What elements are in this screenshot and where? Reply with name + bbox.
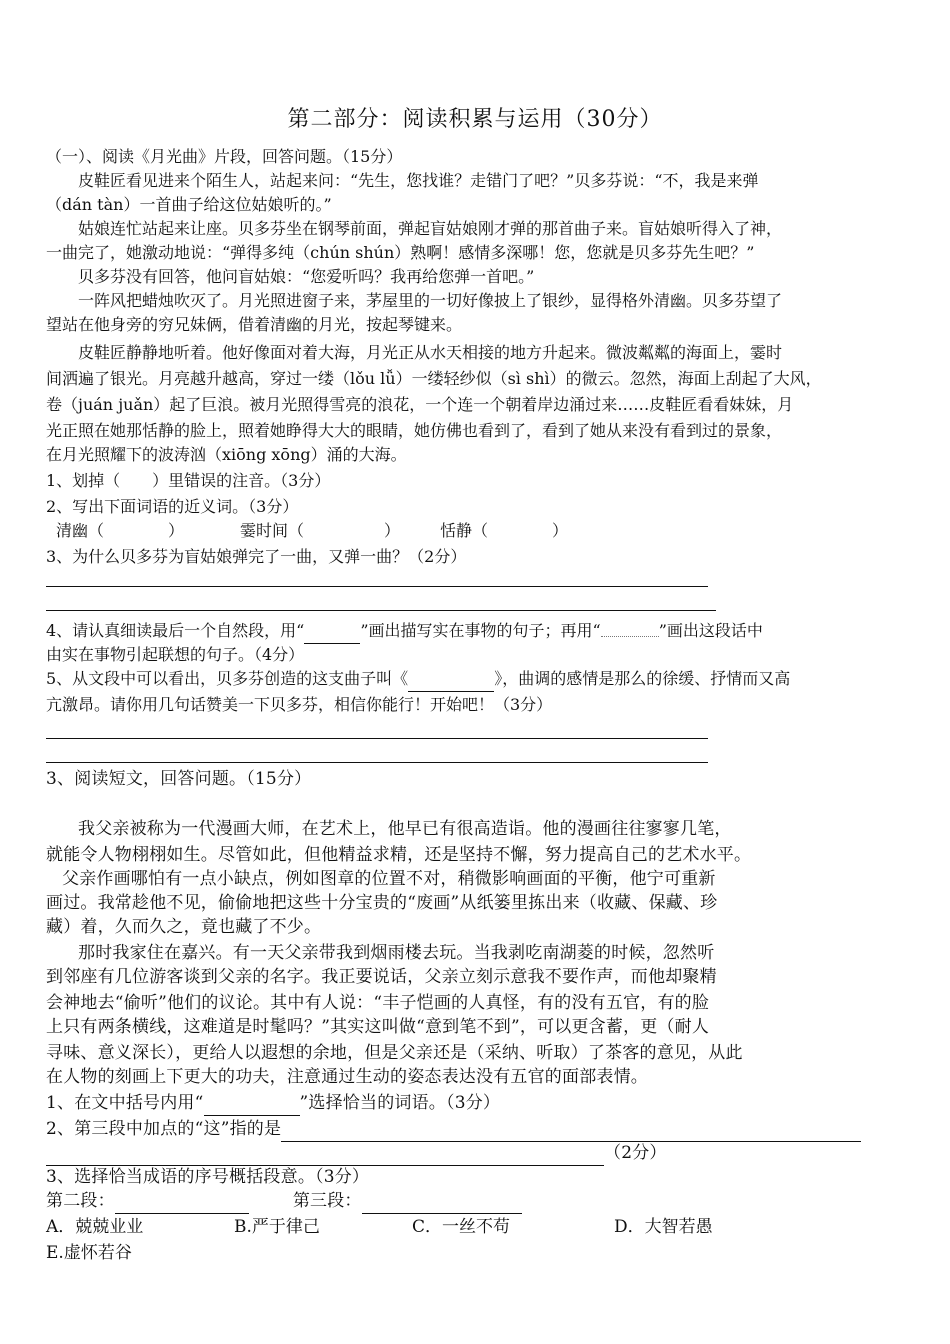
option-e[interactable]: E.虚怀若谷 — [46, 1243, 132, 1263]
section1-p5c: 卷（juán juǎn）起了巨浪。被月光照得雪亮的浪花，一个连一个朝着岸边涌过来……皮鞋匠看看妹妹，月 — [46, 395, 794, 414]
section2-q2: 2、第三段中加点的“这”指的是 — [46, 1116, 946, 1142]
section1-q2-words — [56, 518, 918, 544]
section2-p3a: 那时我家住在嘉兴。有一天父亲带我到烟雨楼去玩。当我剥吃南湖菱的时候，忽然听 — [78, 943, 715, 963]
option-b[interactable]: B.严于律己 — [234, 1217, 320, 1237]
section2-p2a: 父亲作画哪怕有一点小缺点，例如图章的位置不对，稍微影响画面的平衡，他宁可重新 — [62, 869, 716, 889]
section1-p4b: 望站在他身旁的穷兄妹俩，借着清幽的月光，按起琴键来。 — [46, 315, 463, 334]
section1-p2b: 一曲完了，她激动地说：“弹得多纯（chún shún）熟啊！感情多深哪！您，您就是贝多芬先生吧？” — [46, 243, 755, 262]
section1-q2: 2、写出下面词语的近义词。（3分） — [46, 497, 299, 516]
section1-p5e: 在月光照耀下的波涛汹（xiōng xōng）涌的大海。 — [46, 445, 407, 464]
page-title: 第二部分：阅读积累与运用（30分） — [287, 107, 663, 132]
section2-p3b: 到邻座有几位游客谈到父亲的名字。我正要说话，父亲立刻示意我不要作声，而他却聚精 — [46, 967, 717, 987]
section2-p1b: 就能令人物栩栩如生。尽管如此，但他精益求精，还是坚持不懈，努力提高自己的艺术水平。 — [46, 845, 752, 865]
synonym-item-3[interactable]: 恬静（ ） — [440, 521, 569, 540]
option-d[interactable]: D．大智若愚 — [614, 1217, 713, 1237]
answer-line-q3-1[interactable] — [46, 586, 708, 587]
wavy-underline-sample — [601, 626, 659, 637]
option-a[interactable]: A．兢兢业业 — [46, 1217, 144, 1237]
section2-q3: 3、选择恰当成语的序号概括段意。（3分） — [46, 1167, 370, 1187]
answer-line-q5-1[interactable] — [46, 738, 708, 739]
section1-p1a: 皮鞋匠看见进来个陌生人，站起来问：“先生，您找谁？走错门了吧？”贝多芬说：“不，我是来弹 — [78, 171, 759, 190]
answer-line-q3-2[interactable] — [46, 610, 716, 611]
section1-q5a: 5、从文段中可以看出，贝多芬创造的这支曲子叫《 》，曲调的感情是那么的徐缓、抒情而又高 — [46, 666, 908, 692]
answer-line-q5-2[interactable] — [46, 762, 708, 763]
section2-q1: 1、在文中括号内用“ ”选择恰当的词语。（3分） — [46, 1090, 908, 1116]
section1-q4a: 4、请认真细读最后一个自然段，用“ ”画出描写实在事物的句子；再用“ ”画出这段话中 — [46, 618, 908, 644]
section1-p5d: 光正照在她那恬静的脸上，照着她睁得大大的眼睛，她仿佛也看到了，看到了她从来没有看到过的景象， — [46, 421, 783, 440]
section1-q4b: 由实在事物引起联想的句子。（4分） — [46, 645, 305, 664]
section1-q1: 1、划掉（ ）里错误的注音。（3分） — [46, 471, 331, 490]
section2-q2-line2: （2分） — [46, 1140, 908, 1166]
synonym-item-2[interactable]: 霎时间（ ） — [240, 521, 401, 540]
section1-p4a: 一阵风把蜡烛吹灭了。月光照进窗子来，茅屋里的一切好像披上了银纱，显得格外清幽。贝多芬望了 — [78, 291, 783, 310]
section1-p2a: 姑娘连忙站起来让座。贝多芬坐在钢琴前面，弹起盲姑娘刚才弹的那首曲子来。盲姑娘听得入了神， — [78, 219, 783, 238]
section2-p3c: 会神地去“偷听”他们的议论。其中有人说：“丰子恺画的人真怪，有的没有五官，有的脸 — [46, 993, 710, 1013]
section1-heading: （一）、阅读《月光曲》片段，回答问题。（15分） — [46, 147, 403, 166]
section2-q3-answers: 第二段： 第三段： — [46, 1188, 908, 1214]
section2-p2c: 藏）着，久而久之，竟也藏了不少。 — [46, 917, 322, 937]
section1-p5b: 间洒遍了银光。月亮越升越高，穿过一缕（lǒu lǚ）一缕轻纱似（sì shì）的微云。忽然，海面上刮起了大风， — [46, 369, 822, 388]
section1-q3: 3、为什么贝多芬为盲姑娘弹完了一曲，又弹一曲？（2分） — [46, 547, 467, 566]
section1-p5a: 皮鞋匠静静地听着。他好像面对着大海，月光正从水天相接的地方升起来。微波粼粼的海面上，霎时 — [78, 343, 783, 362]
section1-q5b: 亢激昂。请你用几句话赞美一下贝多芬，相信你能行！开始吧！（3分） — [46, 695, 553, 714]
section2-p3d: 上只有两条横线，这难道是时髦吗？”其实这叫做“意到笔不到”，可以更含蓄，更（耐人 — [46, 1017, 710, 1037]
option-c[interactable]: C．一丝不苟 — [412, 1217, 511, 1237]
section2-heading: 3、阅读短文，回答问题。（15分） — [46, 769, 312, 789]
section2-p3f: 在人物的刻画上下更大的功夫，注意通过生动的姿态表达没有五官的面部表情。 — [46, 1067, 648, 1087]
underline-sample — [204, 1097, 300, 1116]
section1-p1b: （dán tàn）一首曲子给这位姑娘听的。” — [46, 195, 332, 214]
answer-blank-song-name[interactable] — [408, 673, 494, 692]
section1-p3: 贝多芬没有回答，他问盲姑娘：“您爱听吗？我再给您弹一首吧。” — [78, 267, 535, 286]
section2-p3e: 寻味、意义深长），更给人以遐想的余地，但是父亲还是（采纳、听取）了茶客的意见，从此 — [46, 1043, 743, 1063]
section2-p2b: 画过。我常趁他不见，偷偷地把这些十分宝贵的“废画”从纸篓里拣出来（收藏、保藏、珍 — [46, 893, 718, 913]
answer-blank-para3[interactable] — [362, 1195, 522, 1214]
synonym-item-1[interactable]: 清幽（ ） — [56, 521, 185, 540]
answer-blank-para2[interactable] — [115, 1195, 249, 1214]
section2-p1a: 我父亲被称为一代漫画大师，在艺术上，他早已有很高造诣。他的漫画往往寥寥几笔， — [78, 819, 732, 839]
